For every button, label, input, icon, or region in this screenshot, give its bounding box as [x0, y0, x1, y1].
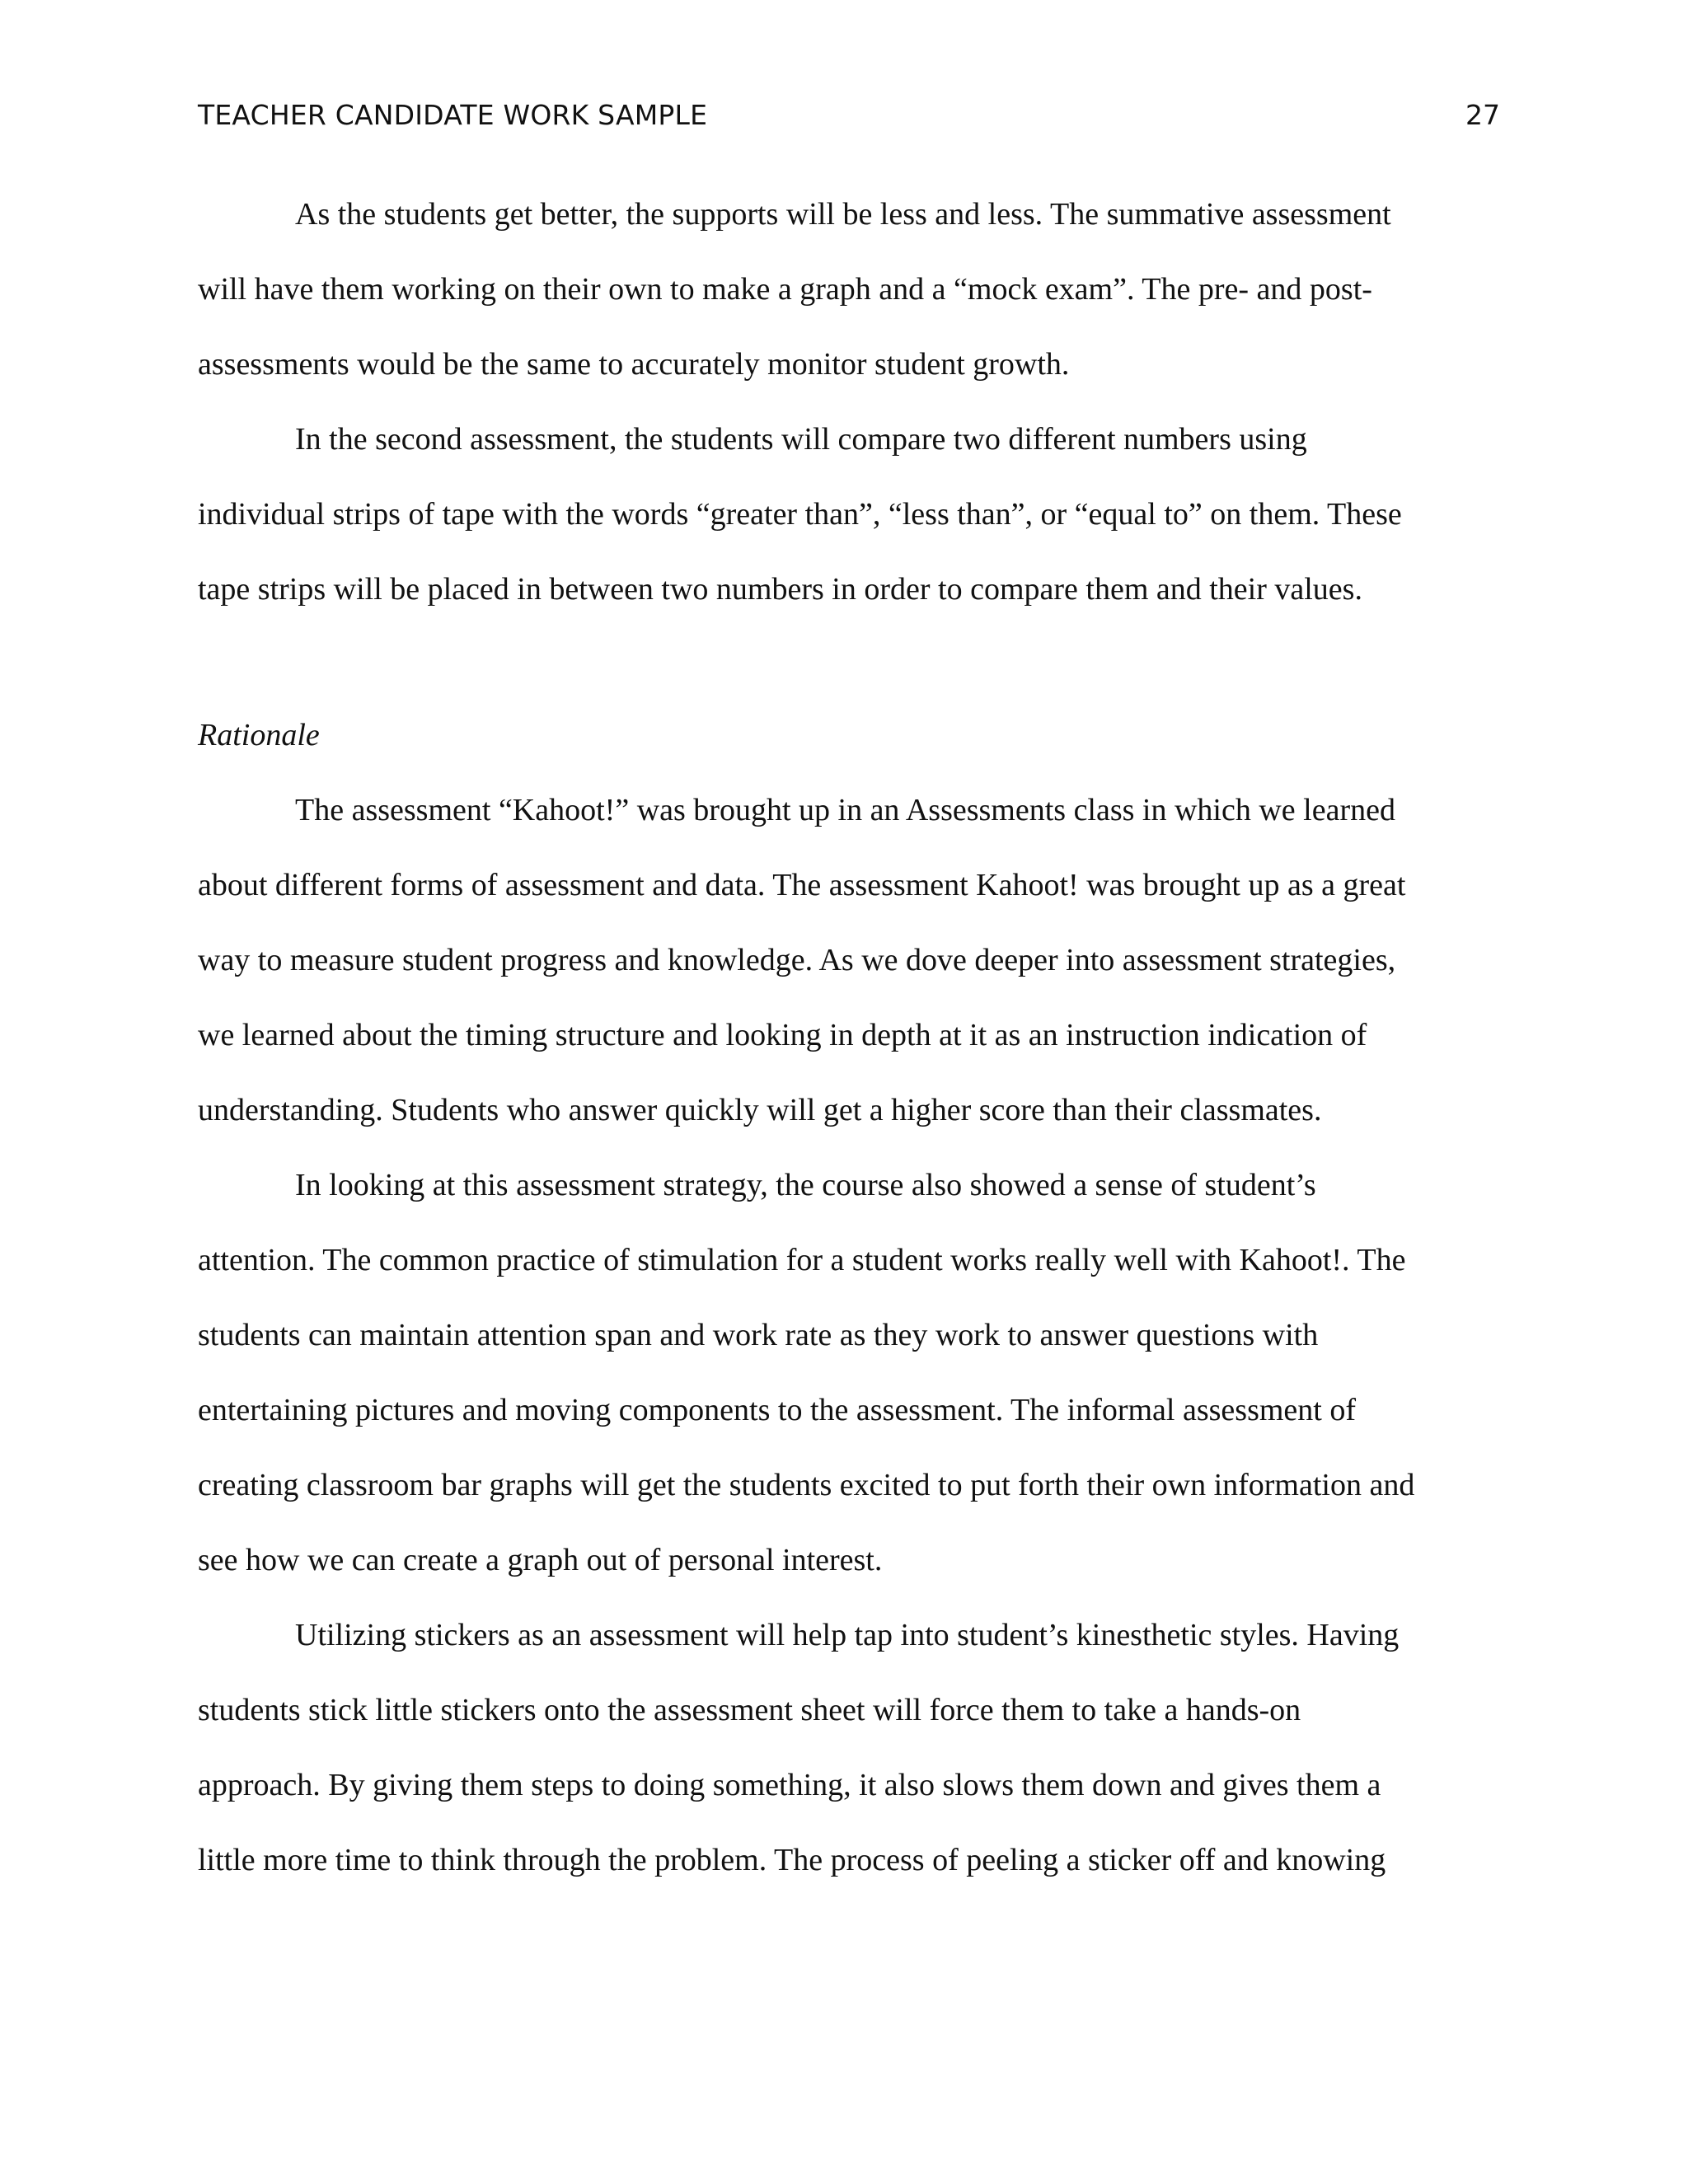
paragraph-line: individual strips of tape with the words “greater than”, “less than”, or “equal to” on them. These	[198, 497, 1402, 532]
section-heading: Rationale	[198, 718, 320, 752]
paragraph-line: way to measure student progress and knowledge. As we dove deeper into assessment strategies,	[198, 943, 1396, 977]
paragraph-line: students can maintain attention span and work rate as they work to answer questions with	[198, 1318, 1319, 1352]
paragraph-line: In the second assessment, the students will compare two different numbers using	[295, 422, 1307, 457]
page-number: 27	[1465, 99, 1500, 131]
paragraph-line: approach. By giving them steps to doing something, it also slows them down and gives them a	[198, 1768, 1381, 1802]
paragraph-line: creating classroom bar graphs will get the students excited to put forth their own information and	[198, 1468, 1415, 1502]
paragraph-line: little more time to think through the problem. The process of peeling a sticker off and knowing	[198, 1843, 1386, 1877]
paragraph-line: tape strips will be placed in between two numbers in order to compare them and their values.	[198, 572, 1362, 607]
paragraph-line: assessments would be the same to accurately monitor student growth.	[198, 347, 1070, 382]
paragraph-line: attention. The common practice of stimulation for a student works really well with Kahoot!. The	[198, 1243, 1406, 1277]
paragraph-line: students stick little stickers onto the assessment sheet will force them to take a hands-on	[198, 1693, 1301, 1727]
paragraph-line: Utilizing stickers as an assessment will help tap into student’s kinesthetic styles. Having	[295, 1618, 1400, 1652]
paragraph-line: see how we can create a graph out of personal interest.	[198, 1543, 883, 1577]
paragraph-line: will have them working on their own to make a graph and a “mock exam”. The pre- and post-	[198, 272, 1372, 307]
paragraph-line: The assessment “Kahoot!” was brought up in an Assessments class in which we learned	[295, 793, 1395, 827]
paragraph-line: understanding. Students who answer quickly will get a higher score than their classmates.	[198, 1093, 1322, 1127]
paragraph-line: In looking at this assessment strategy, the course also showed a sense of student’s	[295, 1168, 1316, 1202]
paragraph-line: we learned about the timing structure and looking in depth at it as an instruction indication of	[198, 1018, 1367, 1052]
paragraph-line: about different forms of assessment and data. The assessment Kahoot! was brought up as a great	[198, 868, 1406, 902]
paragraph-line: As the students get better, the supports will be less and less. The summative assessment	[295, 197, 1391, 232]
running-head: TEACHER CANDIDATE WORK SAMPLE	[198, 99, 708, 131]
paragraph-line: entertaining pictures and moving components to the assessment. The informal assessment of	[198, 1393, 1356, 1427]
